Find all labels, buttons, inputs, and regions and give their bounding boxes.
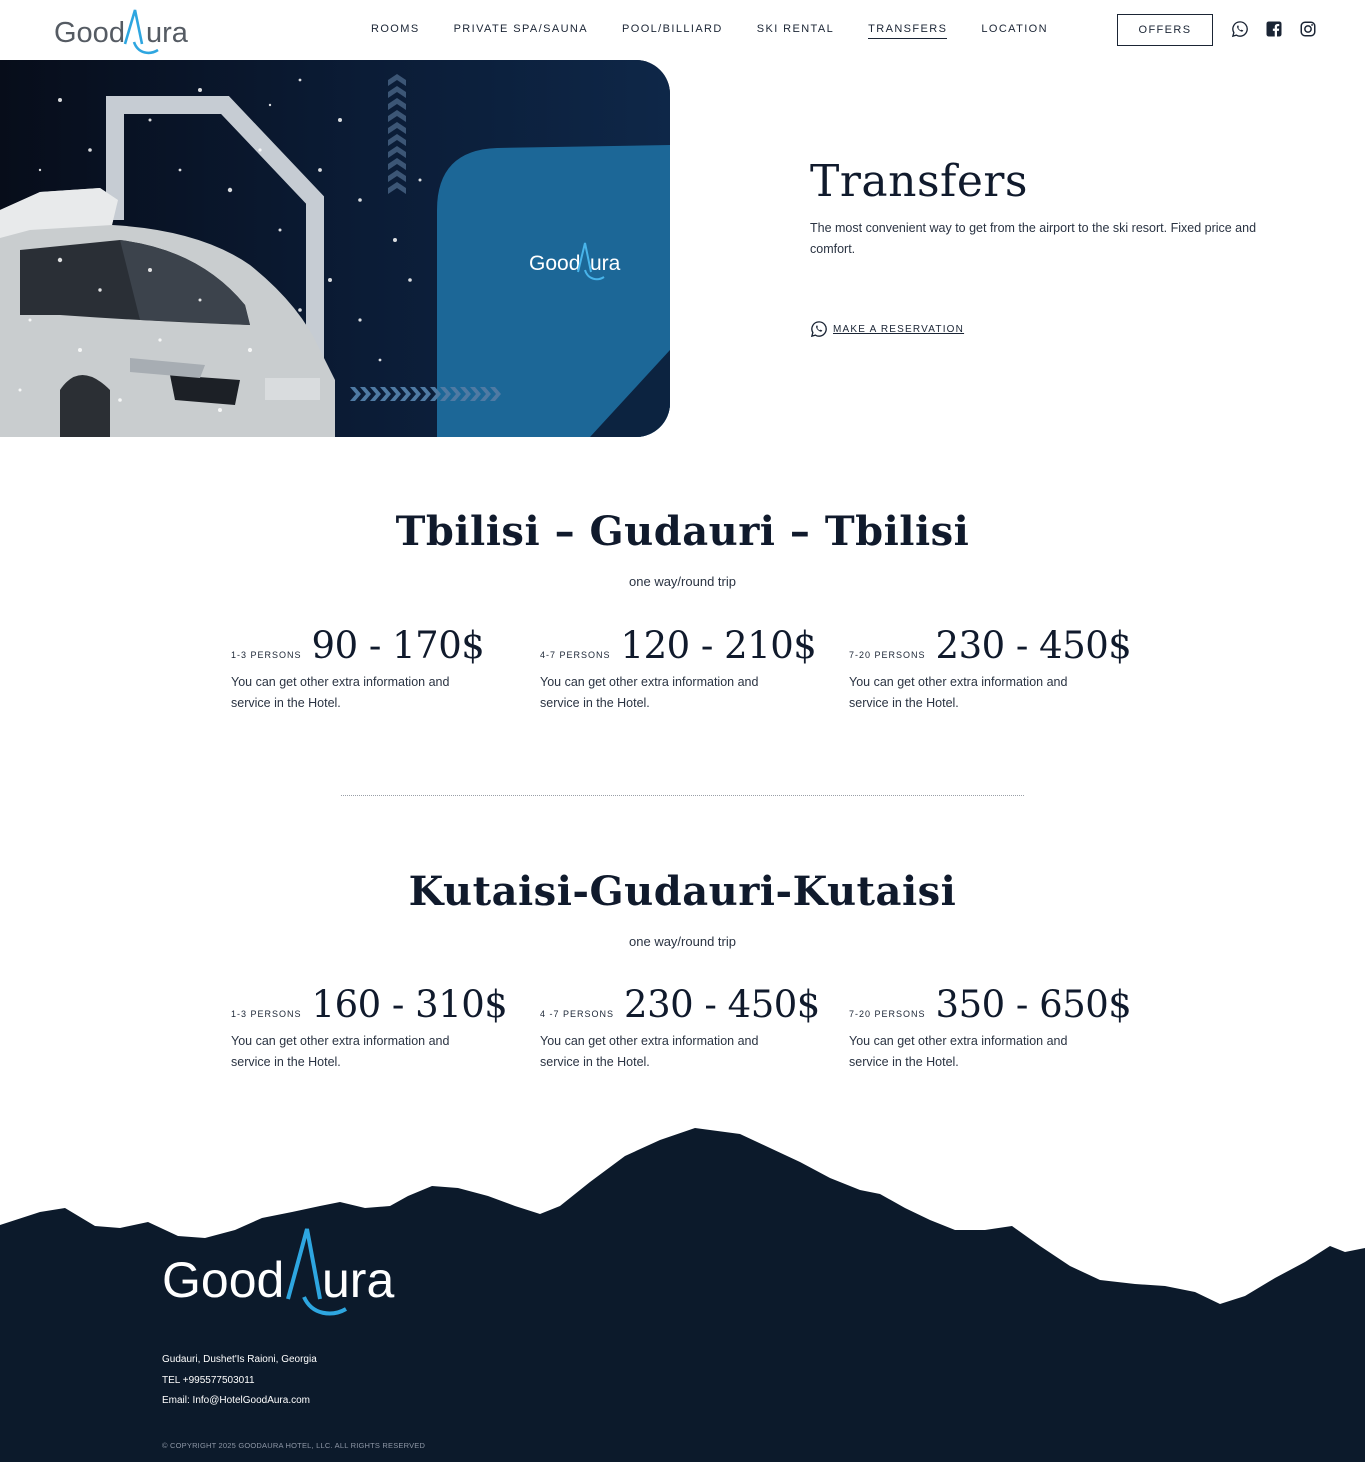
- reserve-label: MAKE A RESERVATION: [833, 323, 965, 335]
- svg-text:Good: Good: [529, 252, 581, 275]
- price-card: [231, 624, 531, 714]
- price-value: 160 - 310$: [311, 983, 508, 1026]
- price-value: 230 - 450$: [935, 624, 1132, 667]
- copyright-text: © COPYRIGHT 2025 GOODAURA HOTEL, LLC. ALL RIGHTS RESERVED: [162, 1441, 426, 1450]
- footer-tel[interactable]: TEL +995577503011: [162, 1374, 255, 1386]
- nav-item-transfers[interactable]: TRANSFERS: [868, 23, 947, 39]
- price-note: You can get other extra information and service in the Hotel.: [849, 675, 1068, 710]
- footer-email[interactable]: Email: Info@HotelGoodAura.com: [162, 1395, 310, 1406]
- price-note: You can get other extra information and service in the Hotel.: [540, 675, 759, 710]
- price-card: [231, 983, 531, 1073]
- route-subtitle: one way/round trip: [629, 574, 736, 589]
- svg-text:ura: ura: [146, 17, 188, 49]
- price-value: 90 - 170$: [311, 624, 485, 667]
- page-title: Transfers: [810, 156, 1028, 207]
- svg-text:Good: Good: [54, 17, 125, 49]
- whatsapp-icon: [810, 320, 828, 338]
- nav-item-private-spa-sauna[interactable]: PRIVATE SPA/SAUNA: [453, 23, 589, 35]
- whatsapp-icon[interactable]: [1231, 20, 1249, 38]
- instagram-icon[interactable]: [1299, 20, 1317, 38]
- route-title-tbilisi: Tbilisi – Gudauri – Tbilisi: [395, 508, 970, 555]
- persons-label: 1-3 PERSONS: [231, 650, 302, 660]
- nav-item-ski-rental[interactable]: SKI RENTAL: [756, 23, 835, 35]
- route-subtitle: one way/round trip: [629, 934, 736, 949]
- hero-illustration: [0, 60, 670, 437]
- price-value: 120 - 210$: [620, 624, 817, 667]
- persons-label: 4 -7 PERSONS: [540, 1009, 615, 1019]
- persons-label: 7-20 PERSONS: [849, 650, 926, 660]
- price-card: [849, 624, 1149, 714]
- site-header: [0, 0, 1365, 60]
- nav-item-location[interactable]: LOCATION: [981, 23, 1048, 35]
- footer-goodaura-logo[interactable]: [162, 1225, 408, 1317]
- price-note: You can get other extra information and service in the Hotel.: [849, 1034, 1068, 1069]
- persons-label: 4-7 PERSONS: [540, 650, 611, 660]
- svg-text:Good: Good: [162, 1252, 285, 1308]
- price-value: 350 - 650$: [935, 983, 1132, 1026]
- persons-label: 1-3 PERSONS: [231, 1009, 302, 1019]
- facebook-icon[interactable]: [1265, 20, 1283, 38]
- hero-image-transfer-van: [0, 60, 670, 437]
- price-note: You can get other extra information and service in the Hotel.: [231, 1034, 450, 1069]
- footer-contact: [162, 1350, 317, 1412]
- price-value: 230 - 450$: [624, 983, 820, 1026]
- persons-label: 7-20 PERSONS: [849, 1009, 926, 1019]
- make-reservation-link[interactable]: [810, 320, 964, 338]
- svg-text:ura: ura: [322, 1252, 395, 1308]
- price-note: You can get other extra information and service in the Hotel.: [540, 1034, 759, 1069]
- route-title-kutaisi: Kutaisi-Gudauri-Kutaisi: [408, 868, 957, 915]
- nav-item-pool-billiard[interactable]: POOL/BILLIARD: [622, 23, 723, 35]
- price-card: [540, 624, 840, 714]
- offers-button[interactable]: OFFERS: [1117, 14, 1213, 46]
- price-note: You can get other extra information and service in the Hotel.: [231, 675, 450, 710]
- hero-description: The most convenient way to get from the airport to the ski resort. Fixed price and comfort.: [810, 221, 1257, 256]
- section-divider: [341, 795, 1024, 796]
- nav-item-rooms[interactable]: ROOMS: [371, 23, 420, 35]
- price-card: [540, 983, 840, 1073]
- main-nav: [371, 23, 1082, 39]
- goodaura-logo[interactable]: [54, 4, 196, 56]
- svg-text:ura: ura: [590, 252, 621, 275]
- price-card: [849, 983, 1149, 1073]
- footer-address: Gudauri, Dushet'Is Raioni, Georgia: [162, 1354, 317, 1365]
